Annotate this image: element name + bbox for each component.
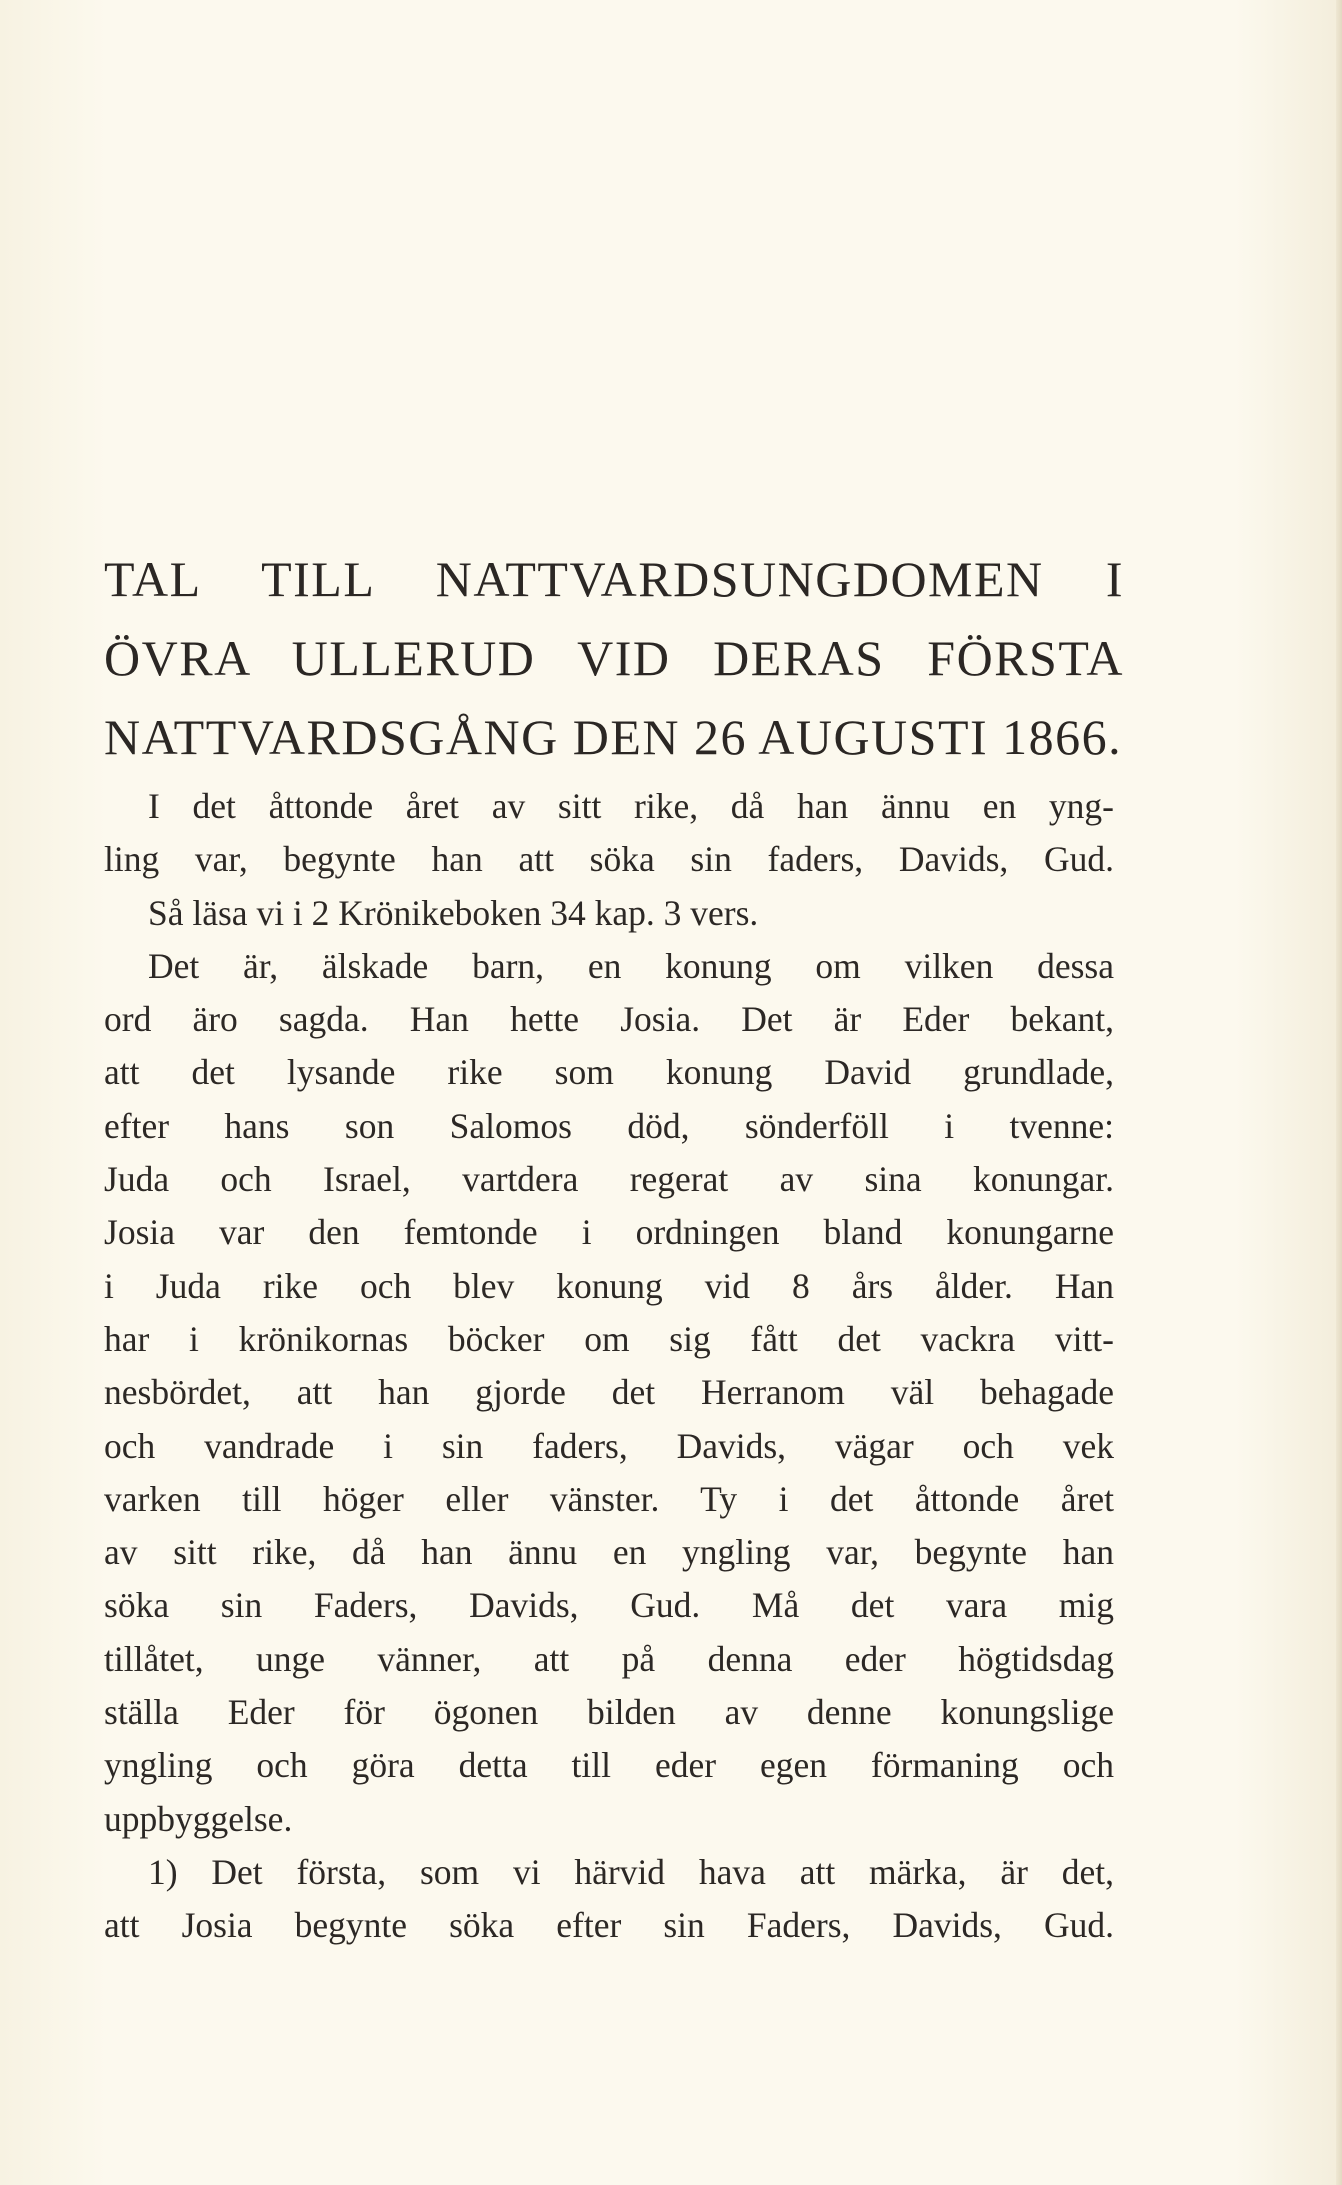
- text-line: att det lysande rike som konung David grundlade,: [104, 1052, 1114, 1093]
- text-line: efter hans son Salomos död, sönderföll i tvenne:: [104, 1105, 1114, 1146]
- text-line: varken till höger eller vänster. Ty i det åttonde året: [104, 1478, 1114, 1519]
- text-line: Det är, älskade barn, en konung om vilken dessa: [148, 945, 1114, 986]
- text-line: nesbördet, att han gjorde det Herranom väl behagade: [104, 1372, 1114, 1413]
- body-text: [104, 780, 1114, 1953]
- text-line: Så läsa vi i 2 Krönikeboken 34 kap. 3 vers.: [148, 892, 759, 933]
- text-line: ord äro sagda. Han hette Josia. Det är Eder bekant,: [104, 999, 1114, 1040]
- text-line: att Josia begynte söka efter sin Faders, Davids, Gud.: [104, 1905, 1114, 1946]
- text-line: yngling och göra detta till eder egen förmaning och: [104, 1745, 1114, 1786]
- text-line: ställa Eder för ögonen bilden av denne konungslige: [104, 1692, 1114, 1733]
- text-line: uppbyggelse.: [104, 1798, 293, 1839]
- title-line-1: TAL TILL NATTVARDSUNGDOMEN I: [104, 551, 1124, 607]
- text-line: Juda och Israel, vartdera regerat av sina konungar.: [104, 1159, 1114, 1200]
- text-line: har i krönikornas böcker om sig fått det vackra vitt-: [104, 1318, 1114, 1359]
- text-line: av sitt rike, då han ännu en yngling var, begynte han: [104, 1532, 1114, 1573]
- title-line-2: ÖVRA ULLERUD VID DERAS FÖRSTA: [104, 630, 1124, 686]
- text-line: tillåtet, unge vänner, att på denna eder högtidsdag: [104, 1638, 1114, 1679]
- text-line: I det åttonde året av sitt rike, då han ännu en yng-: [148, 786, 1114, 826]
- title-line-3: NATTVARDSGÅNG DEN 26 AUGUSTI 1866.: [104, 709, 1123, 765]
- text-line: ling var, begynte han att söka sin faders, Davids, Gud.: [104, 839, 1114, 880]
- text-line: söka sin Faders, Davids, Gud. Må det vara mig: [104, 1585, 1114, 1626]
- text-line: Josia var den femtonde i ordningen bland konungarne: [104, 1212, 1114, 1253]
- page-title: [104, 540, 1124, 777]
- text-line: i Juda rike och blev konung vid 8 års ålder. Han: [104, 1265, 1114, 1306]
- page-edge: [1336, 0, 1342, 2185]
- text-line: 1) Det första, som vi härvid hava att märka, är det,: [148, 1851, 1114, 1892]
- text-line: och vandrade i sin faders, Davids, vägar och vek: [104, 1425, 1114, 1466]
